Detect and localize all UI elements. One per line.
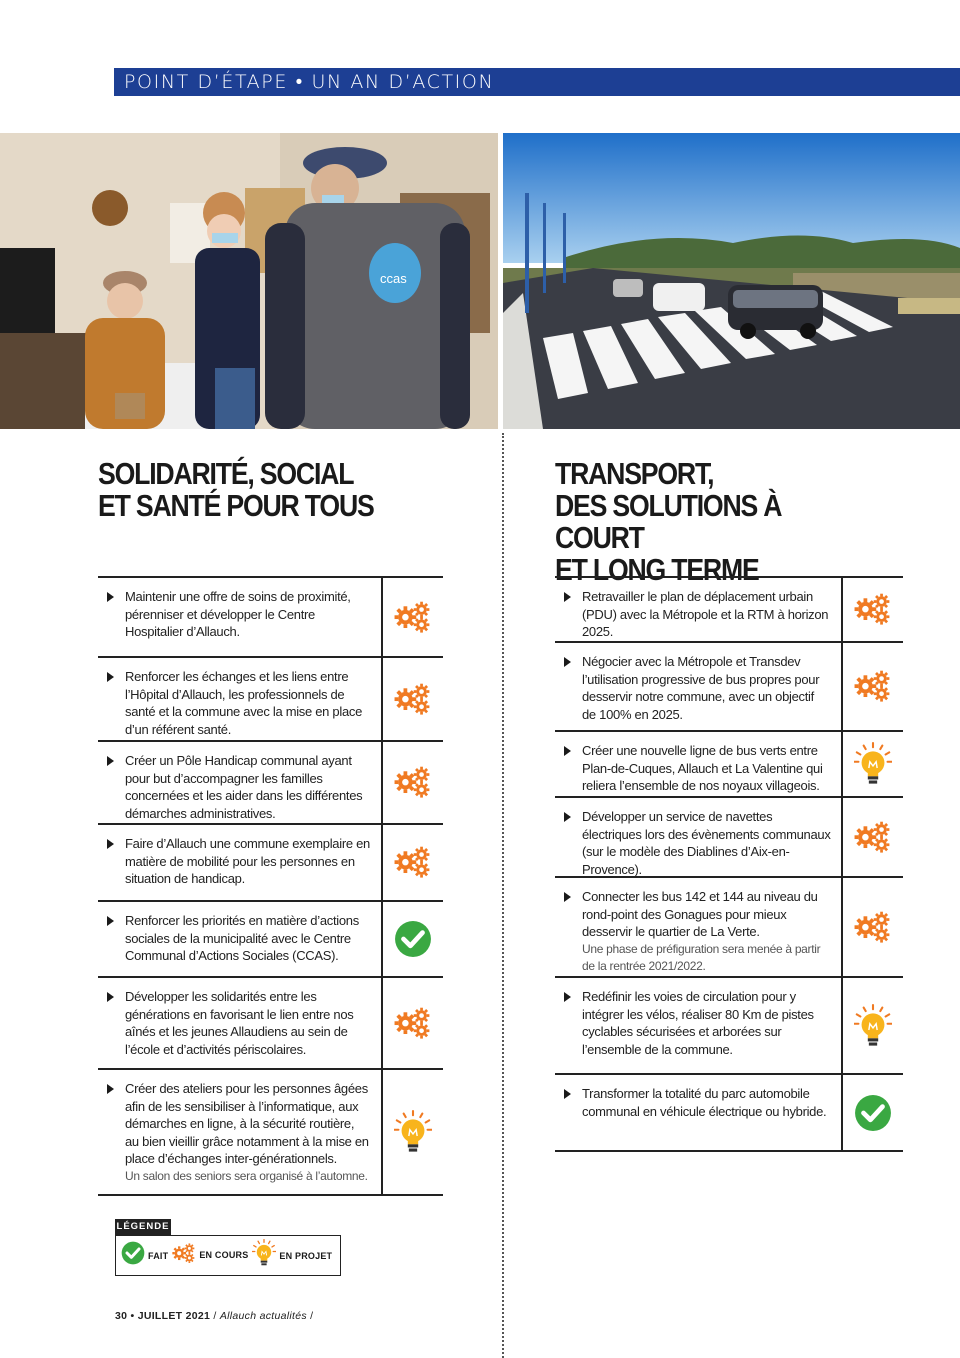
action-row bbox=[555, 798, 903, 878]
footer-separator: / bbox=[213, 1310, 217, 1322]
photo-road-crosswalk bbox=[503, 133, 960, 429]
action-row bbox=[98, 578, 443, 658]
action-cell bbox=[555, 978, 843, 1073]
lightbulb-icon bbox=[252, 1239, 276, 1272]
page-footer bbox=[115, 1310, 313, 1322]
bullet-triangle-icon bbox=[564, 592, 571, 602]
bullet-triangle-icon bbox=[564, 812, 571, 822]
action-text: Négocier avec la Métropole et Transdev l’utilisation progressive de bus propres pour desservir notre commune, avec un objectif de 100% en 2025. bbox=[582, 654, 820, 722]
bullet-triangle-icon bbox=[107, 672, 114, 682]
action-cell bbox=[98, 978, 383, 1068]
action-cell bbox=[98, 578, 383, 656]
action-text: Transformer la totalité du parc automobile communal en véhicule électrique ou hybride. bbox=[582, 1086, 827, 1119]
action-text: Développer un service de navettes électriques lors des évènements communaux (sur le modèle des Diablines d’Aix-en-Provence). bbox=[582, 809, 831, 877]
bullet-triangle-icon bbox=[564, 892, 571, 902]
gears-icon bbox=[383, 978, 443, 1068]
action-row bbox=[555, 732, 903, 798]
action-cell bbox=[555, 798, 843, 876]
action-row bbox=[98, 902, 443, 978]
action-cell bbox=[555, 878, 843, 976]
action-text: Créer une nouvelle ligne de bus verts entre Plan-de-Cuques, Allauch et La Valentine qui reliera l’ensemble de nos noyaux villageois. bbox=[582, 743, 823, 793]
ccas-vest-logo: ccas bbox=[380, 271, 407, 286]
action-text: Faire d’Allauch une commune exemplaire en matière de mobilité pour les personnes en situation de handicap. bbox=[125, 836, 370, 886]
gears-icon bbox=[843, 798, 903, 876]
footer-page-date: 30 • JUILLET 2021 bbox=[115, 1310, 211, 1322]
action-text: Renforcer les priorités en matière d’actions sociales de la municipalité avec le Centre Communal d’Actions Sociales (CCAS). bbox=[125, 913, 359, 963]
legend-box bbox=[115, 1235, 341, 1276]
bullet-triangle-icon bbox=[107, 839, 114, 849]
section-title-solidarite: SOLIDARITÉ, SOCIAL ET SANTÉ POUR TOUS bbox=[98, 456, 374, 523]
gears-icon bbox=[383, 825, 443, 900]
action-text: Connecter les bus 142 et 144 au niveau du rond-point des Gonagues pour mieux desservir le quartier de La Verte. bbox=[582, 889, 818, 939]
footer-separator: / bbox=[310, 1310, 314, 1322]
action-text: Redéfinir les voies de circulation pour y intégrer les vélos, réaliser 80 Km de pistes cyclables sécurisées et arborées sur l’ensemble de la commune. bbox=[582, 989, 814, 1057]
lightbulb-icon bbox=[843, 732, 903, 796]
action-text: Retravailler le plan de déplacement urbain (PDU) avec la Métropole et la RTM à horizon 2025. bbox=[582, 589, 829, 639]
section-banner: POINT D’ÉTAPE • UN AN D’ACTION bbox=[114, 68, 960, 96]
legend bbox=[115, 1219, 341, 1276]
bullet-triangle-icon bbox=[107, 756, 114, 766]
gears-icon bbox=[172, 1243, 196, 1268]
check-icon bbox=[121, 1241, 145, 1270]
action-row bbox=[98, 825, 443, 902]
footer-publication: Allauch actualités bbox=[219, 1310, 307, 1322]
action-row bbox=[98, 978, 443, 1070]
action-row bbox=[555, 1075, 903, 1152]
action-text: Créer un Pôle Handicap communal ayant pour but d’accompagner les familles concernées et les aider dans les différentes démarches administratives. bbox=[125, 753, 363, 821]
legend-label: EN PROJET bbox=[279, 1250, 333, 1261]
action-cell bbox=[98, 1070, 383, 1194]
action-note: Un salon des seniors sera organisé à l’automne. bbox=[125, 1168, 368, 1183]
action-cell bbox=[555, 578, 843, 641]
bullet-triangle-icon bbox=[564, 746, 571, 756]
legend-item-en-projet bbox=[252, 1239, 332, 1272]
bullet-triangle-icon bbox=[564, 657, 571, 667]
action-text: Maintenir une offre de soins de proximité, pérenniser et développer le Centre Hospitalier d’Allauch. bbox=[125, 589, 351, 639]
action-text: Développer les solidarités entre les générations en favorisant le lien entre nos aînés et les jeunes Allaudiens au sein de l’école et d’activités périscolaires. bbox=[125, 989, 354, 1057]
check-icon bbox=[843, 1075, 903, 1150]
action-cell bbox=[98, 902, 383, 976]
action-note: Une phase de préfiguration sera menée à partir de la rentrée 2021/2022. bbox=[582, 941, 821, 973]
right-actions-table bbox=[555, 576, 903, 1152]
left-column bbox=[98, 456, 443, 1183]
gears-icon bbox=[843, 643, 903, 730]
action-row bbox=[98, 742, 443, 825]
gears-icon bbox=[383, 658, 443, 740]
action-cell bbox=[555, 1075, 843, 1150]
gears-icon bbox=[383, 742, 443, 823]
legend-label: EN COURS bbox=[199, 1250, 249, 1261]
bullet-triangle-icon bbox=[107, 1084, 114, 1094]
column-divider bbox=[502, 433, 504, 1358]
legend-title: LÉGENDE bbox=[115, 1219, 171, 1235]
action-row bbox=[98, 658, 443, 742]
action-cell bbox=[555, 643, 843, 730]
action-cell bbox=[98, 658, 383, 740]
bullet-triangle-icon bbox=[107, 916, 114, 926]
photo-seniors-visit bbox=[0, 133, 498, 429]
legend-label: FAIT bbox=[148, 1250, 169, 1261]
bullet-triangle-icon bbox=[107, 592, 114, 602]
gears-icon bbox=[383, 578, 443, 656]
action-cell bbox=[98, 825, 383, 900]
gears-icon bbox=[843, 578, 903, 641]
bullet-triangle-icon bbox=[564, 992, 571, 1002]
gears-icon bbox=[843, 878, 903, 976]
lightbulb-icon bbox=[383, 1070, 443, 1194]
action-text: Renforcer les échanges et les liens entre l’Hôpital d’Allauch, les professionnels de santé et la commune avec la mise en place d’un référent santé. bbox=[125, 669, 362, 737]
check-icon bbox=[383, 902, 443, 976]
action-row bbox=[555, 643, 903, 732]
legend-item-en-cours bbox=[172, 1243, 248, 1268]
left-actions-table bbox=[98, 576, 443, 1196]
lightbulb-icon bbox=[843, 978, 903, 1073]
legend-item-fait bbox=[121, 1241, 168, 1270]
action-row bbox=[555, 878, 903, 978]
right-column bbox=[555, 456, 903, 1119]
action-cell bbox=[98, 742, 383, 823]
action-row bbox=[555, 978, 903, 1075]
action-text: Créer des ateliers pour les personnes âgées afin de les sensibiliser à l’informatique, aux démarches en ligne, à la sécurité routière, au bien vieillir grâce notamment à la mise en place d’échanges inter-générationnels. bbox=[125, 1081, 369, 1166]
section-title-transport: TRANSPORT, DES SOLUTIONS À COURT ET LONG TERME bbox=[555, 456, 782, 587]
action-row bbox=[98, 1070, 443, 1196]
bullet-triangle-icon bbox=[107, 992, 114, 1002]
action-cell bbox=[555, 732, 843, 796]
bullet-triangle-icon bbox=[564, 1089, 571, 1099]
action-row bbox=[555, 578, 903, 643]
